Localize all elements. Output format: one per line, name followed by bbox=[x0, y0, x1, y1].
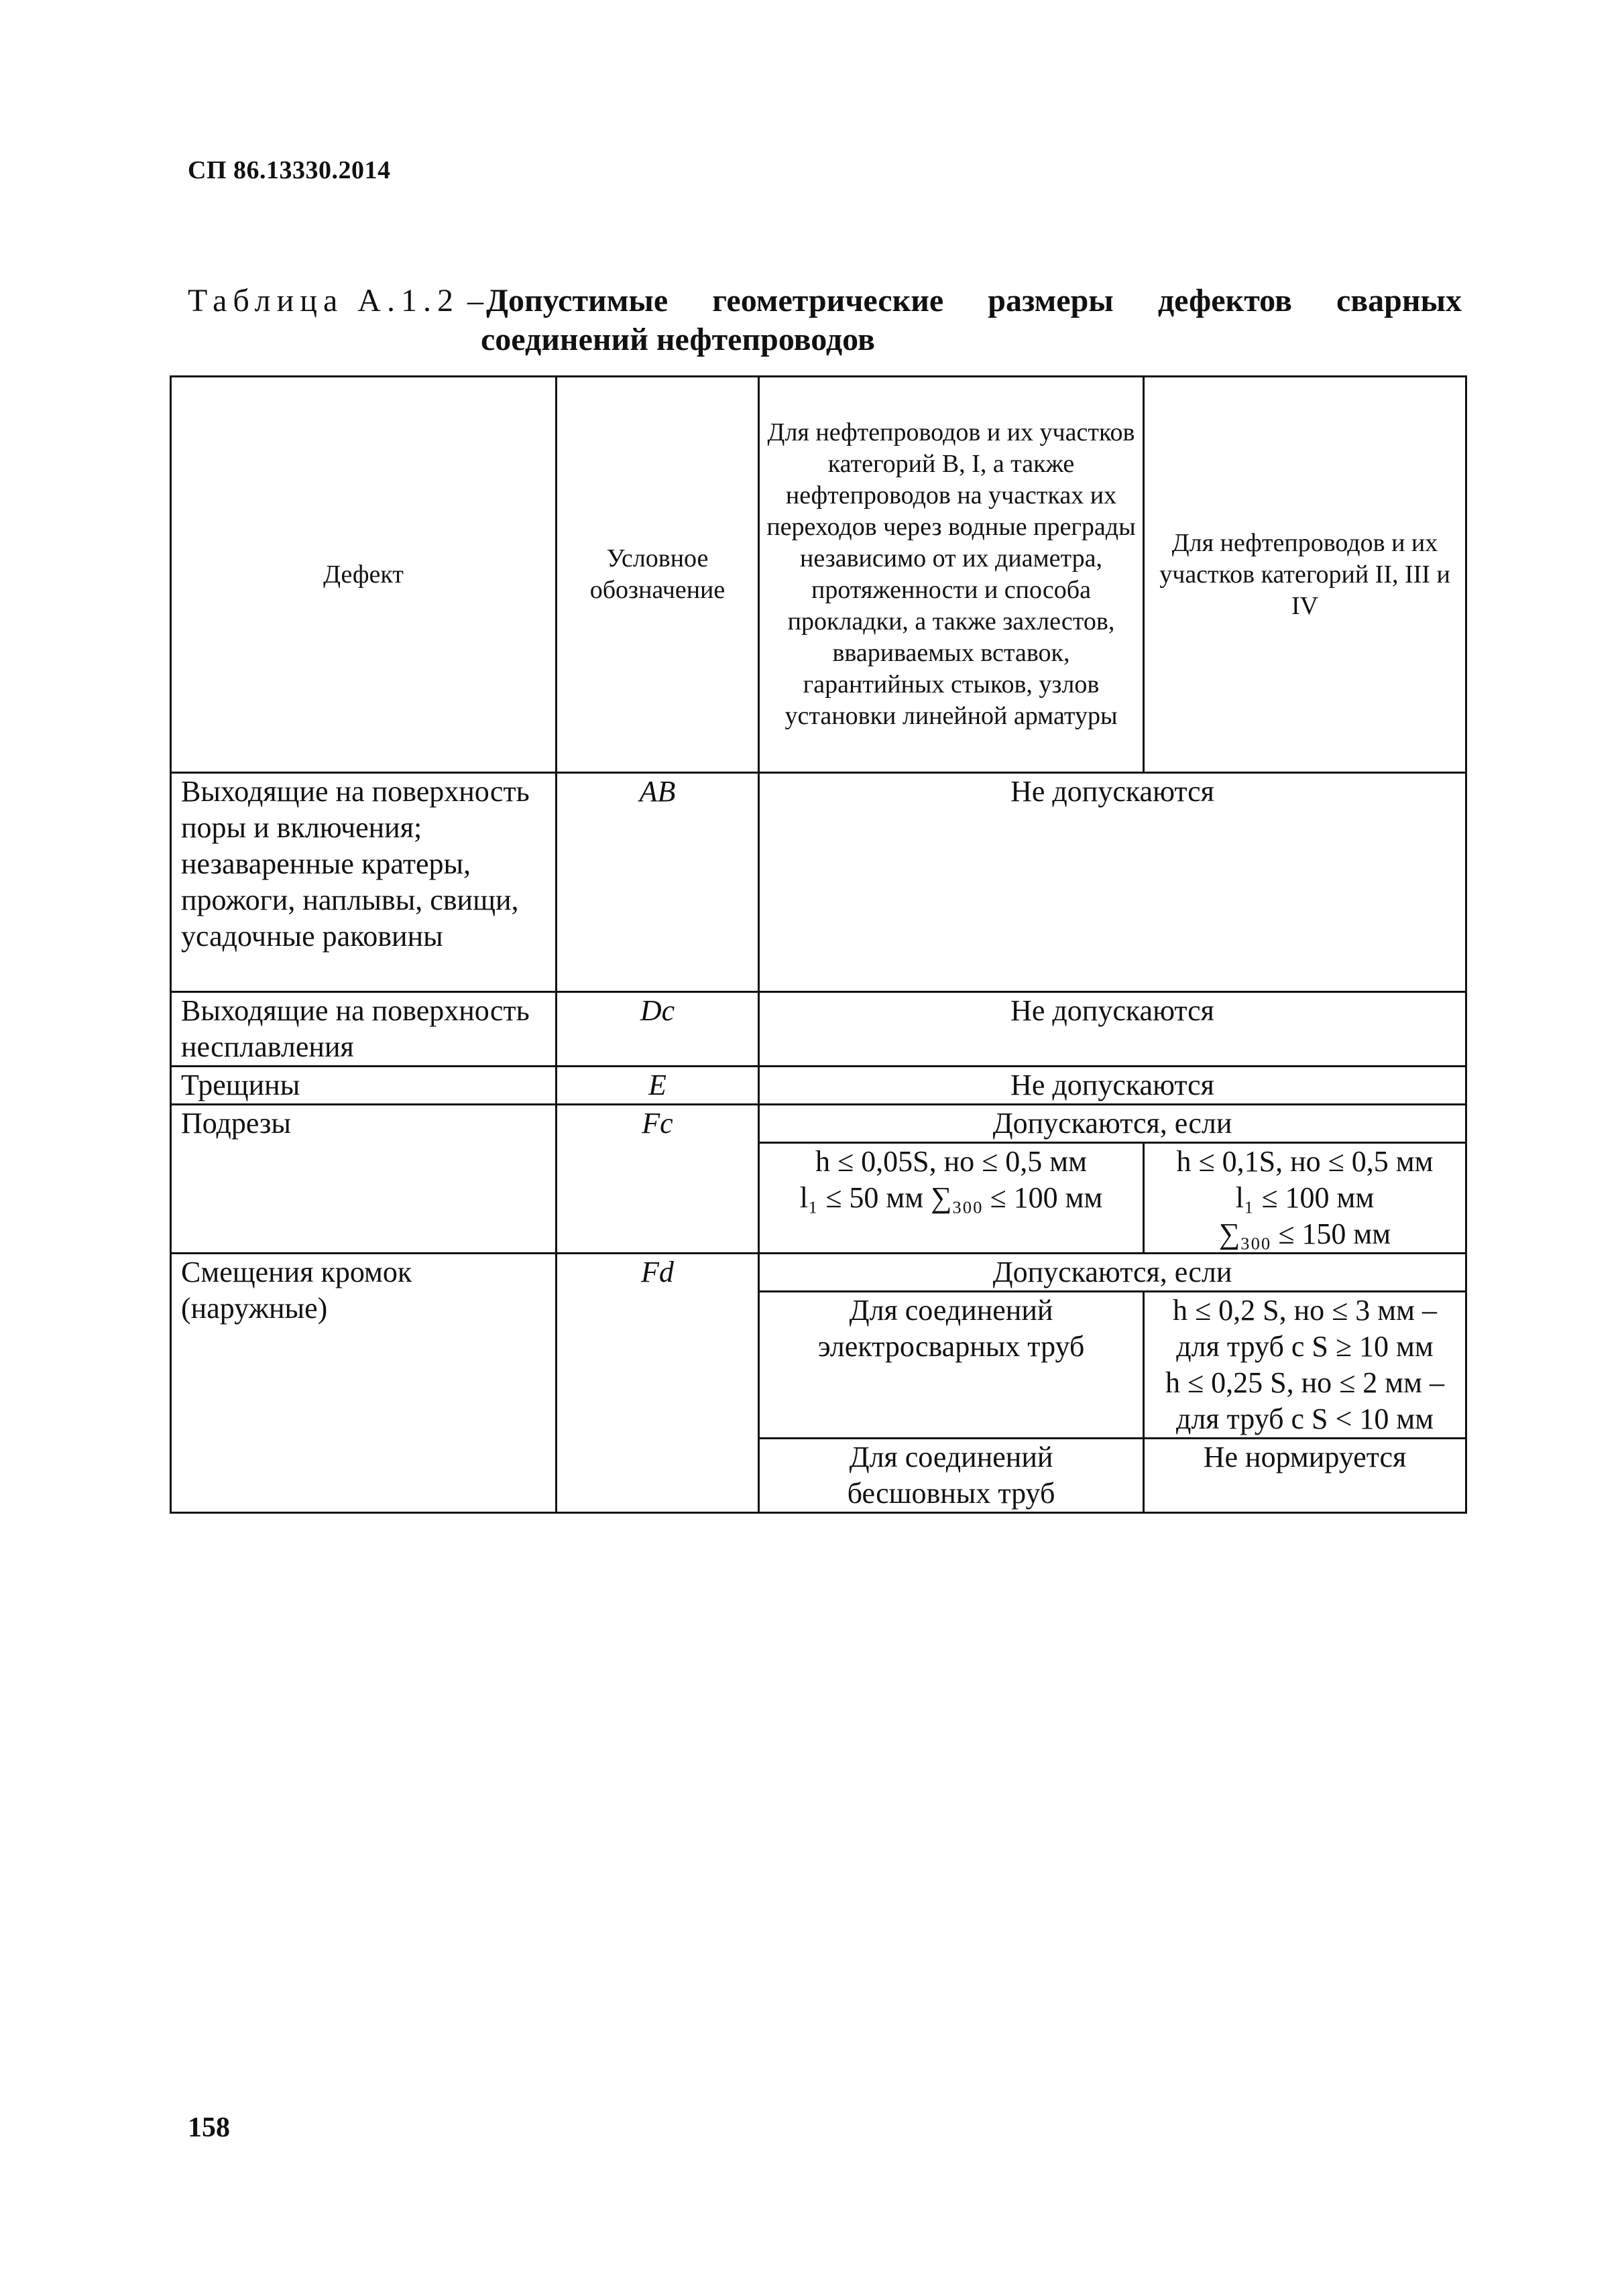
limit-line: h ≤ 0,2 S, но ≤ 3 мм – bbox=[1172, 1294, 1437, 1327]
title-word: дефектов bbox=[1157, 283, 1292, 318]
defect-cell: Подрезы bbox=[171, 1105, 557, 1254]
defect-cell: Смещения кромок (наружные) bbox=[171, 1254, 557, 1513]
table-label-group bbox=[188, 282, 483, 320]
table-label: Таблица А.1.2 bbox=[188, 283, 459, 318]
table-row bbox=[171, 773, 1466, 992]
symbol-cell: Fd bbox=[557, 1254, 759, 1513]
limit-line: h ≤ 0,25 S, но ≤ 2 мм – bbox=[1165, 1366, 1444, 1399]
page-number: 158 bbox=[188, 2112, 230, 2143]
limit-cell-category-b bbox=[1144, 1143, 1466, 1254]
title-word: геометрические bbox=[712, 283, 944, 318]
limit-cell bbox=[1144, 1292, 1466, 1439]
table-header-row bbox=[171, 377, 1466, 773]
limit-line: ∑₃₀₀ ≤ 150 мм bbox=[1218, 1217, 1391, 1250]
table-row bbox=[171, 1254, 1466, 1292]
table-name-line-2: соединений нефтепроводов bbox=[481, 322, 875, 357]
title-word: сварных bbox=[1336, 283, 1462, 318]
value-cell: Допускаются, если bbox=[759, 1105, 1466, 1143]
defect-cell: Выходящие на поверхность несплавления bbox=[171, 992, 557, 1067]
value-cell: Не допускаются bbox=[759, 1067, 1466, 1105]
table-name-line-1 bbox=[486, 282, 1462, 320]
symbol-cell: Fc bbox=[557, 1105, 759, 1254]
symbol-cell: AB bbox=[557, 773, 759, 992]
header-category-b: Для нефтепроводов и их участков категорий II, III и IV bbox=[1144, 377, 1466, 773]
defect-cell: Трещины bbox=[171, 1067, 557, 1105]
value-cell: Не допускаются bbox=[759, 773, 1466, 992]
title-word: Допустимые bbox=[485, 283, 669, 318]
limit-line: для труб с S ≥ 10 мм bbox=[1176, 1330, 1434, 1363]
title-word: размеры bbox=[988, 283, 1114, 318]
table-title-dash: – bbox=[459, 283, 483, 318]
defect-cell: Выходящие на поверхность поры и включения; незаваренные кратеры, прожоги, наплывы, свищи, усадочные раковины bbox=[171, 773, 557, 992]
table-row bbox=[171, 1105, 1466, 1143]
limit-line: h ≤ 0,1S, но ≤ 0,5 мм bbox=[1176, 1145, 1434, 1178]
defects-table bbox=[170, 375, 1467, 1514]
limit-line: l₁ ≤ 50 мм ∑₃₀₀ ≤ 100 мм bbox=[799, 1181, 1103, 1214]
limit-cell-category-a bbox=[759, 1143, 1144, 1254]
symbol-cell: E bbox=[557, 1067, 759, 1105]
header-category-a: Для нефтепроводов и их участков категорий В, I, а также нефтепроводов на участках их переходов через водные преграды независимо от их диаметра, протяженности и способа прокладки, а также захлестов, ввариваемых вставок, гарантийных стыков, узлов установки линейной арматуры bbox=[759, 377, 1144, 773]
header-defect: Дефект bbox=[171, 377, 557, 773]
table-row bbox=[171, 1067, 1466, 1105]
limit-line: h ≤ 0,05S, но ≤ 0,5 мм bbox=[815, 1145, 1087, 1178]
limit-cell: Не нормируется bbox=[1144, 1439, 1466, 1513]
table-title bbox=[188, 282, 1462, 359]
value-cell: Не допускаются bbox=[759, 992, 1466, 1067]
value-cell: Допускаются, если bbox=[759, 1254, 1466, 1292]
limit-line: для труб с S < 10 мм bbox=[1175, 1402, 1434, 1435]
limit-line: l₁ ≤ 100 мм bbox=[1235, 1181, 1375, 1214]
condition-cell: Для соединений электросварных труб bbox=[759, 1292, 1144, 1439]
table-row bbox=[171, 992, 1466, 1067]
header-symbol: Условное обозначение bbox=[557, 377, 759, 773]
condition-cell: Для соединений бесшовных труб bbox=[759, 1439, 1144, 1513]
symbol-cell: Dc bbox=[557, 992, 759, 1067]
table-title-line-1 bbox=[188, 282, 1462, 320]
document-code: СП 86.13330.2014 bbox=[188, 156, 391, 184]
